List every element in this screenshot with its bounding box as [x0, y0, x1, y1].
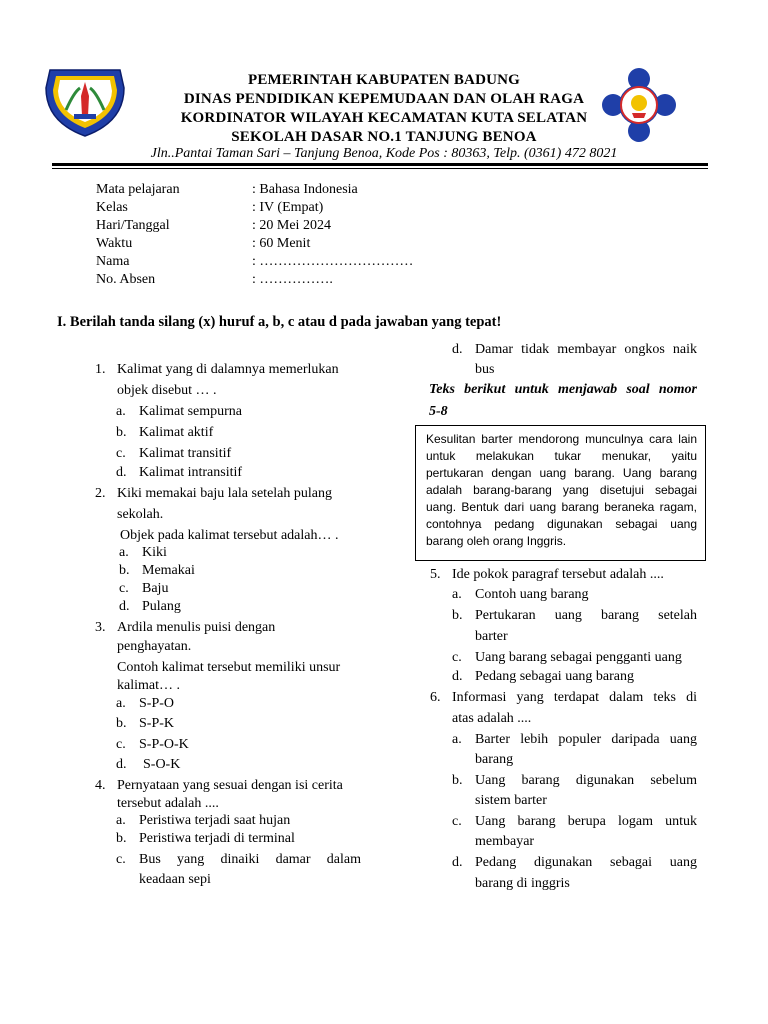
header-line-government: PEMERINTAH KABUPATEN BADUNG: [247, 72, 521, 88]
question-text: Objek pada kalimat tersebut adalah… .: [120, 528, 339, 543]
option-letter: a.: [116, 696, 126, 711]
option-letter: a.: [116, 813, 126, 828]
info-label: Kelas: [96, 200, 128, 215]
info-label: Hari/Tanggal: [96, 218, 170, 233]
info-row-name: [0, 254, 768, 272]
question-text: kalimat… .: [117, 678, 180, 693]
question-text: Kalimat yang di dalamnya memerlukan: [117, 362, 339, 377]
option-letter: a.: [452, 587, 462, 602]
option-text: Uang barang digunakan sebelum: [475, 773, 697, 788]
option-letter: d.: [116, 465, 127, 480]
option-text: Peristiwa terjadi saat hujan: [139, 813, 291, 828]
option-text: S-P-O-K: [139, 737, 189, 752]
question-text: Informasi yang terdapat dalam teks di: [452, 690, 697, 705]
option-text: Pertukaran uang barang setelah: [475, 608, 697, 623]
option-text: Uang barang sebagai pengganti uang: [475, 650, 682, 665]
info-label: Nama: [96, 254, 130, 269]
reading-passage-box: [415, 425, 706, 561]
option-letter: c.: [452, 814, 462, 829]
option-letter: b.: [116, 831, 127, 846]
info-row-class: [0, 200, 768, 218]
header-divider-thin: [52, 168, 708, 169]
option-letter: b.: [116, 425, 127, 440]
question-number: 3.: [95, 620, 106, 635]
passage-line: adalah barang-barang yang disetujui sebagai: [426, 483, 697, 497]
question-text: objek disebut … .: [117, 383, 217, 398]
passage-line: contohnya pedang digunakan sebagai uang: [426, 517, 697, 531]
option-text: Bus yang dinaiki damar dalam: [139, 852, 361, 867]
question-text: Ide pokok paragraf tersebut adalah ....: [452, 567, 664, 582]
option-text: Contoh uang barang: [475, 587, 589, 602]
question-text: Ardila menulis puisi dengan: [117, 620, 276, 635]
option-letter: d.: [452, 855, 463, 870]
question-number: 5.: [430, 567, 441, 582]
option-letter: d.: [119, 599, 130, 614]
option-text: keadaan sepi: [139, 872, 211, 887]
option-letter: b.: [452, 773, 463, 788]
option-letter: b.: [119, 563, 130, 578]
option-letter: d.: [452, 342, 463, 357]
option-text: Pedang digunakan sebagai uang: [475, 855, 697, 870]
option-text: bus: [475, 362, 495, 377]
info-row-absence-number: [0, 272, 768, 290]
question-text: atas adalah ....: [452, 711, 532, 726]
option-letter: c.: [116, 852, 126, 867]
passage-line: Kesulitan barter mendorong munculnya cara lain: [426, 432, 697, 446]
option-text: S-P-O: [139, 696, 175, 711]
option-letter: d.: [452, 669, 463, 684]
option-letter: a.: [116, 404, 126, 419]
info-label: Mata pelajaran: [96, 182, 180, 197]
info-row-date: [0, 218, 768, 236]
header-divider: [52, 163, 708, 166]
info-value: : 20 Mei 2024: [252, 218, 331, 233]
header-address: Jln..Pantai Taman Sari – Tanjung Benoa, Kode Pos : 80363, Telp. (0361) 472 8021: [150, 146, 618, 161]
info-value-blank: : ……………………………: [252, 254, 414, 269]
passage-line: untuk melakukan tukar menukar, yaitu: [426, 449, 697, 463]
info-label: No. Absen: [96, 272, 156, 287]
info-row-subject: [0, 182, 768, 200]
question-text: penghayatan.: [117, 639, 192, 654]
info-value: : IV (Empat): [252, 200, 324, 215]
reading-intro: 5-8: [429, 404, 448, 419]
passage-line: pertukaran dengan uang barang. Uang barang: [426, 466, 697, 480]
option-text: S-O-K: [143, 757, 181, 772]
option-letter: c.: [116, 737, 126, 752]
option-text: Kalimat intransitif: [139, 465, 243, 480]
section-instruction: I. Berilah tanda silang (x) huruf a, b, c atau d pada jawaban yang tepat!: [57, 314, 502, 330]
question-number: 1.: [95, 362, 106, 377]
option-letter: b.: [452, 608, 463, 623]
option-text: Memakai: [142, 563, 195, 578]
option-text: Kalimat aktif: [139, 425, 214, 440]
header-line-school: SEKOLAH DASAR NO.1 TANJUNG BENOA: [231, 129, 537, 145]
option-letter: d.: [116, 757, 127, 772]
option-letter: c.: [116, 446, 126, 461]
option-text: Pulang: [142, 599, 181, 614]
option-text: barang: [475, 752, 514, 767]
option-letter: a.: [452, 732, 462, 747]
question-number: 2.: [95, 486, 106, 501]
option-text: Kalimat sempurna: [139, 404, 243, 419]
info-value: : 60 Menit: [252, 236, 311, 251]
option-text: Uang barang berupa logam untuk: [475, 814, 697, 829]
question-text: Kiki memakai baju lala setelah pulang: [117, 486, 332, 501]
passage-line: barang oleh orang Inggris.: [426, 534, 567, 548]
option-text: Barter lebih populer daripada uang: [475, 732, 697, 747]
header-line-department: DINAS PENDIDIKAN KEPEMUDAAN DAN OLAH RAGA: [183, 91, 585, 107]
reading-intro: Teks berikut untuk menjawab soal nomor: [429, 382, 697, 397]
option-text: S-P-K: [139, 716, 175, 731]
info-label: Waktu: [96, 236, 133, 251]
option-text: sistem barter: [475, 793, 547, 808]
question-number: 6.: [430, 690, 441, 705]
header-line-coordinator: KORDINATOR WILAYAH KECAMATAN KUTA SELATAN: [180, 110, 588, 126]
option-letter: c.: [452, 650, 462, 665]
option-letter: b.: [116, 716, 127, 731]
option-text: Pedang sebagai uang barang: [475, 669, 634, 684]
question-text: Pernyataan yang sesuai dengan isi cerita: [117, 778, 343, 793]
option-text: barter: [475, 629, 508, 644]
question-number: 4.: [95, 778, 106, 793]
question-text: tersebut adalah ....: [117, 796, 219, 811]
info-value-blank: : …………….: [252, 272, 333, 287]
option-letter: a.: [119, 545, 129, 560]
info-value: : Bahasa Indonesia: [252, 182, 358, 197]
option-text: Damar tidak membayar ongkos naik: [475, 342, 697, 357]
option-letter: c.: [119, 581, 129, 596]
option-text: Baju: [142, 581, 169, 596]
option-text: Kiki: [142, 545, 167, 560]
question-text: Contoh kalimat tersebut memiliki unsur: [117, 660, 341, 675]
option-text: membayar: [475, 834, 535, 849]
option-text: Peristiwa terjadi di terminal: [139, 831, 295, 846]
info-row-time: [0, 236, 768, 254]
option-text: Kalimat transitif: [139, 446, 232, 461]
question-text: sekolah.: [117, 507, 164, 522]
option-text: barang di inggris: [475, 876, 570, 891]
passage-line: uang. Bentuk dari uang barang beraneka ragam,: [426, 500, 697, 514]
